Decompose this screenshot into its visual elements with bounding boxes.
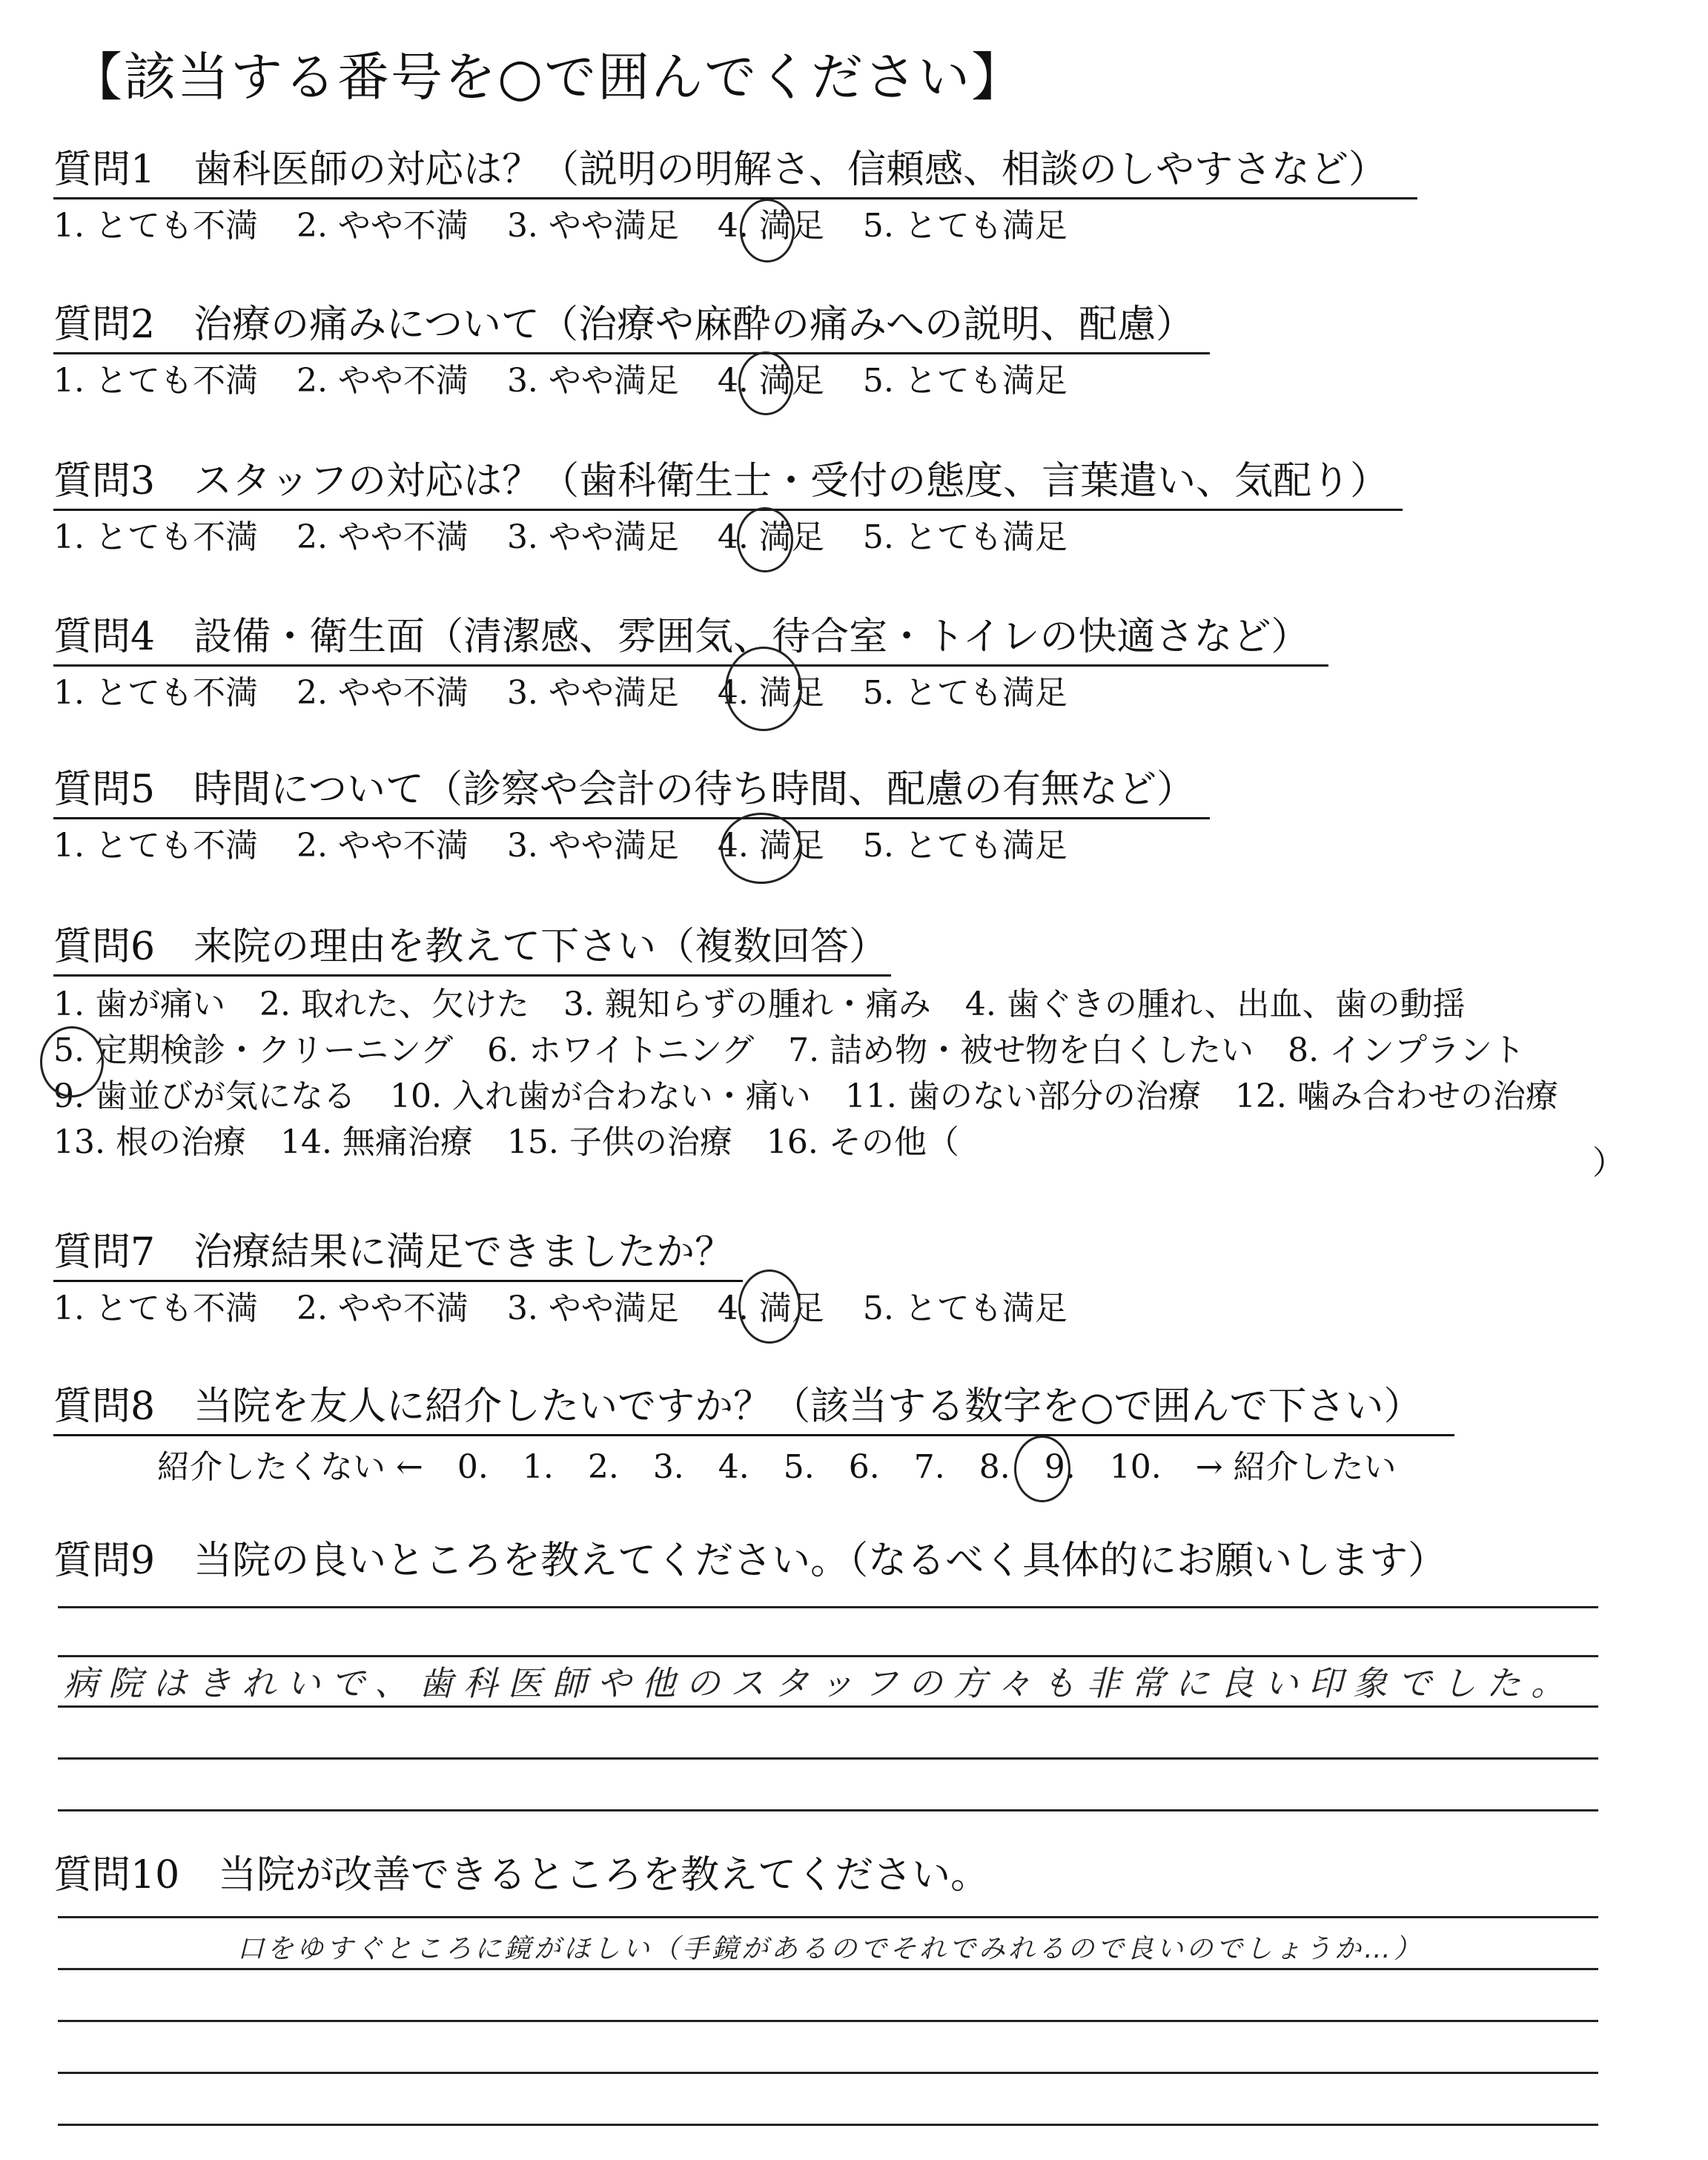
option[interactable]: 3. やや満足 <box>506 827 679 865</box>
answer-line <box>58 2072 1598 2074</box>
scale-option[interactable]: 3. <box>652 1448 684 1486</box>
option[interactable]: 1. とても不満 <box>53 827 258 865</box>
scale-option[interactable]: 4. <box>718 1448 749 1486</box>
scale-option[interactable]: 0. <box>457 1448 489 1486</box>
option[interactable]: 5. とても満足 <box>862 518 1068 556</box>
page-heading: 【該当する番号を○で囲んでください】 <box>70 47 1025 108</box>
scale-option[interactable]: 1. <box>522 1448 554 1486</box>
option[interactable]: 1. とても不満 <box>53 207 258 245</box>
option[interactable]: 5. とても満足 <box>862 827 1068 865</box>
option[interactable]: 10. 入れ歯が合わない・痛い <box>389 1077 811 1115</box>
answer-line <box>58 2124 1598 2126</box>
option[interactable]: 5. とても満足 <box>862 674 1068 712</box>
option[interactable]: 4. 満足 <box>717 518 824 556</box>
q9-handwritten-answer[interactable]: 病院はきれいで、歯科医師や他のスタッフの方々も非常に良い印象でした。 <box>64 1663 1576 1703</box>
option[interactable]: 4. 満足 <box>717 1289 824 1327</box>
option[interactable]: 3. やや満足 <box>506 518 679 556</box>
question-4 <box>53 612 1328 714</box>
question-2-title: 質問2 治療の痛みについて（治療や麻酔の痛みへの説明、配慮） <box>53 300 1210 354</box>
option[interactable]: 3. やや満足 <box>506 674 679 712</box>
answer-line <box>58 1809 1598 1811</box>
question-10 <box>53 1851 989 1903</box>
question-9 <box>53 1536 1446 1588</box>
question-9-title: 質問9 当院の良いところを教えてください。（なるべく具体的にお願いします） <box>53 1539 1447 1583</box>
option[interactable]: 1. とても不満 <box>53 362 258 400</box>
scale-option[interactable]: 10. <box>1109 1448 1162 1486</box>
option[interactable]: 4. 満足 <box>717 827 824 865</box>
answer-line <box>58 1705 1598 1708</box>
scale-option[interactable]: 7. <box>913 1448 945 1486</box>
option[interactable]: 3. やや満足 <box>506 362 679 400</box>
option[interactable]: 1. とても不満 <box>53 518 258 556</box>
question-6-options <box>53 984 1592 1163</box>
question-10-title: 質問10 当院が改善できるところを教えてください。 <box>53 1853 990 1898</box>
question-3-title: 質問3 スタッフの対応は？（歯科衛生士・受付の態度、言葉遣い、気配り） <box>53 457 1403 511</box>
option[interactable]: 16. その他（ <box>766 1123 959 1161</box>
option-row <box>53 1076 1592 1117</box>
question-5-title: 質問5 時間について（診察や会計の待ち時間、配慮の有無など） <box>53 765 1210 819</box>
option[interactable]: 13. 根の治療 <box>53 1123 246 1161</box>
scale-left-label: 紹介したくない ← <box>157 1448 423 1486</box>
answer-line <box>58 1968 1598 1970</box>
option[interactable]: 3. 親知らずの腫れ・痛み <box>563 985 931 1023</box>
option[interactable]: 2. やや不満 <box>296 674 469 712</box>
question-3-options <box>53 517 1403 558</box>
option[interactable]: 2. やや不満 <box>296 827 469 865</box>
option[interactable]: 2. やや不満 <box>296 207 469 245</box>
question-1 <box>53 145 1417 247</box>
scale-option[interactable]: 2. <box>587 1448 619 1486</box>
option[interactable]: 4. 歯ぐきの腫れ、出血、歯の動揺 <box>964 985 1466 1023</box>
option[interactable]: 5. とても満足 <box>862 1289 1068 1327</box>
question-4-options <box>53 673 1328 714</box>
scale-option[interactable]: 5. <box>783 1448 815 1486</box>
option[interactable]: 3. やや満足 <box>506 1289 679 1327</box>
option[interactable]: 6. ホワイトニング <box>487 1031 755 1069</box>
option[interactable]: 5. 定期検診・クリーニング <box>53 1031 454 1069</box>
question-4-title: 質問4 設備・衛生面（清潔感、雰囲気、待合室・トイレの快適さなど） <box>53 612 1328 667</box>
question-1-options <box>53 205 1417 247</box>
option[interactable]: 9. 歯並びが気になる <box>53 1077 356 1115</box>
scale-option[interactable]: 9. <box>1044 1448 1076 1486</box>
option[interactable]: 5. とても満足 <box>862 207 1068 245</box>
question-2 <box>53 300 1210 402</box>
option[interactable]: 2. やや不満 <box>296 1289 469 1327</box>
question-8 <box>53 1382 1454 1488</box>
option[interactable]: 14. 無痛治療 <box>279 1123 473 1161</box>
answer-line <box>58 1757 1598 1760</box>
option[interactable]: 4. 満足 <box>717 674 824 712</box>
option[interactable]: 5. とても満足 <box>862 362 1068 400</box>
question-6-title: 質問6 来院の理由を教えて下さい（複数回答） <box>53 922 891 977</box>
q10-handwritten-answer[interactable]: 口をゆすぐところに鏡がほしい（手鏡があるのでそれでみれるので良いのでしょうか…） <box>237 1934 1424 1964</box>
option[interactable]: 1. とても不満 <box>53 1289 258 1327</box>
answer-line <box>58 1916 1598 1918</box>
option[interactable]: 8. インプラント <box>1288 1031 1526 1069</box>
question-7-title: 質問7 治療結果に満足できましたか？ <box>53 1228 743 1282</box>
option-row <box>53 1030 1592 1071</box>
answer-line <box>58 2020 1598 2022</box>
option[interactable]: 3. やや満足 <box>506 207 679 245</box>
option[interactable]: 15. 子供の治療 <box>506 1123 732 1161</box>
option[interactable]: 12. 噛み合わせの治療 <box>1234 1077 1558 1115</box>
option-row <box>53 984 1592 1025</box>
question-5-options <box>53 825 1210 867</box>
option[interactable]: 1. 歯が痛い <box>53 985 225 1023</box>
option[interactable]: 2. やや不満 <box>296 362 469 400</box>
option-row <box>53 1122 1592 1163</box>
option[interactable]: 4. 満足 <box>717 207 824 245</box>
question-1-title: 質問1 歯科医師の対応は？（説明の明解さ、信頼感、相談のしやすさなど） <box>53 145 1417 199</box>
question-5 <box>53 765 1210 867</box>
question-6 <box>53 922 1592 1163</box>
scale-option[interactable]: 8. <box>979 1448 1010 1486</box>
option[interactable]: 11. 歯のない部分の治療 <box>844 1077 1201 1115</box>
option[interactable]: 1. とても不満 <box>53 674 258 712</box>
option[interactable]: 7. 詰め物・被せ物を白くしたい <box>788 1031 1254 1069</box>
option[interactable]: 2. やや不満 <box>296 518 469 556</box>
question-7 <box>53 1228 1106 1330</box>
question-7-options <box>53 1288 1106 1330</box>
other-close-paren: ） <box>1592 1144 1625 1182</box>
question-8-title: 質問8 当院を友人に紹介したいですか？（該当する数字を○で囲んで下さい） <box>53 1382 1454 1436</box>
option[interactable]: 4. 満足 <box>717 362 824 400</box>
scale-right-label: → 紹介したい <box>1195 1448 1397 1486</box>
question-3 <box>53 457 1403 558</box>
question-2-options <box>53 360 1210 402</box>
question-8-scale <box>157 1447 1454 1488</box>
answer-line <box>58 1606 1598 1608</box>
option[interactable]: 2. 取れた、欠けた <box>259 985 529 1023</box>
scale-option[interactable]: 6. <box>848 1448 880 1486</box>
